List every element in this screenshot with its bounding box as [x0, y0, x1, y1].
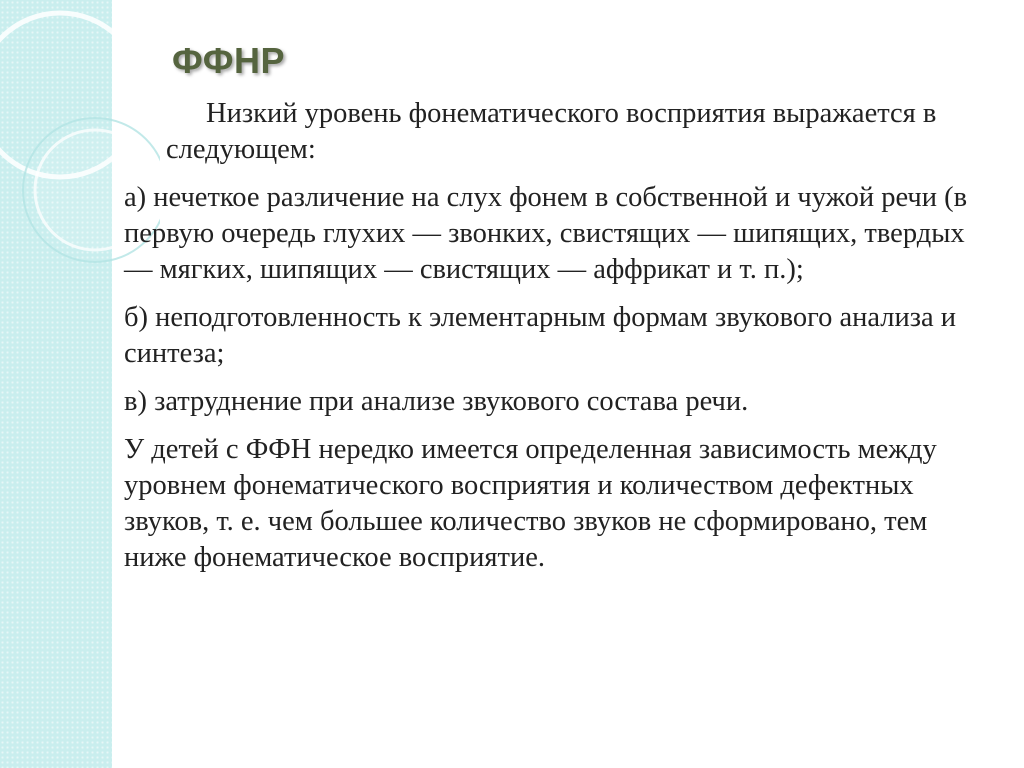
slide-title: ФФНР — [172, 40, 285, 81]
intro-paragraph: Низкий уровень фонематического восприятия выражается в следующем: — [166, 98, 937, 165]
list-item-a: а) нечеткое различение на слух фонем в собственной и чужой речи (в первую очередь глухих — звонких, свистящих — шипящих, твердых — мягких, шипящих — свистящих — аффрикат и т. п.); — [124, 182, 968, 285]
list-item-c: в) затруднение при анализе звукового состава речи. — [124, 386, 749, 417]
list-item-b: б) неподготовленность к элементарным формам звукового анализа и синтеза; — [124, 302, 957, 369]
conclusion-paragraph: У детей с ФФН нередко имеется определенная зависимость между уровнем фонематического восприятия и количеством дефектных звуков, т. е. чем большее количество звуков не сформировано, тем ниже фонематическое восприятие. — [124, 434, 937, 573]
slide-body — [124, 96, 994, 588]
